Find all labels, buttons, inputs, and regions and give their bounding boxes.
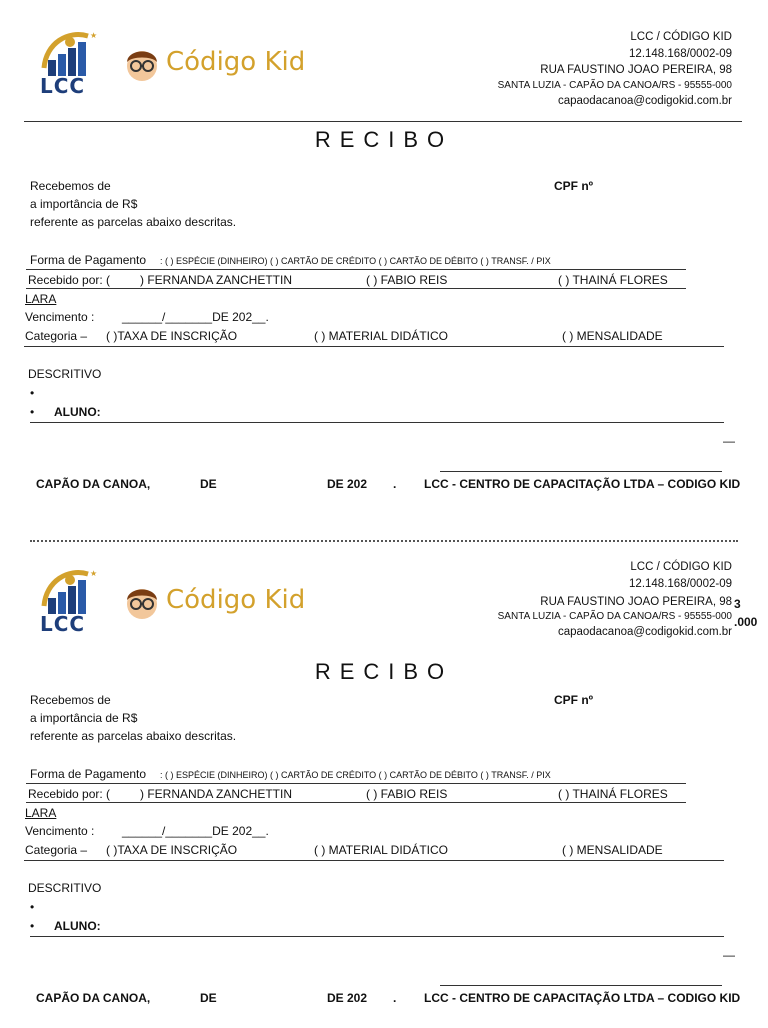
bullet-aluno: • xyxy=(30,919,35,933)
kid-face-icon xyxy=(122,44,162,84)
footer-de-1: DE xyxy=(200,477,217,491)
kid-face-icon xyxy=(122,582,162,622)
recebido-fernanda: ) FERNANDA ZANCHETTIN xyxy=(140,787,293,801)
recebido-lara: LARA xyxy=(25,292,57,306)
stray-dash: — xyxy=(723,434,735,448)
header-email: capaodacanoa@codigokid.com.br xyxy=(557,95,732,107)
lcc-logo-icon xyxy=(38,28,98,78)
importancia-label: a importância de R$ xyxy=(30,711,138,725)
forma-underline xyxy=(26,269,686,270)
recebemos-label: Recebemos de xyxy=(30,693,111,707)
header-cnpj: 12.148.168/0002-09 xyxy=(629,578,732,590)
lcc-logo-text: LCC xyxy=(40,612,86,636)
cpf-label: CPF nº xyxy=(554,693,594,707)
recebido-lara: LARA xyxy=(25,806,57,820)
categoria-underline xyxy=(24,346,724,347)
footer-company: LCC - CENTRO DE CAPACITAÇÃO LTDA – CODIGO KID xyxy=(424,991,741,1005)
footer-de-2: DE 202 xyxy=(327,991,368,1005)
forma-pagamento-options: : ( ) ESPÉCIE (DINHEIRO) ( ) CARTÃO DE CRÉDITO ( ) CARTÃO DE DÉBITO ( ) TRANSF. / PIX xyxy=(160,770,551,780)
footer-company: LCC - CENTRO DE CAPACITAÇÃO LTDA – CODIGO KID xyxy=(424,477,741,491)
forma-underline xyxy=(26,783,686,784)
receipt-title: RECIBO xyxy=(314,127,454,152)
aluno-label: ALUNO: xyxy=(54,405,101,419)
bullet-empty: • xyxy=(30,386,35,400)
footer-de-2: DE 202 xyxy=(327,477,368,491)
recebido-underline xyxy=(26,288,686,289)
categoria-material: ( ) MATERIAL DIDÁTICO xyxy=(314,329,449,343)
svg-text:★: ★ xyxy=(90,569,98,578)
cpf-label: CPF nº xyxy=(554,179,594,193)
bullet-empty: • xyxy=(30,900,35,914)
svg-text:★: ★ xyxy=(90,31,98,40)
recebido-label: Recebido por: ( xyxy=(28,787,111,801)
footer-city: CAPÃO DA CANOA, xyxy=(36,477,151,491)
signature-line xyxy=(440,985,722,986)
recebido-fabio: ( ) FABIO REIS xyxy=(366,273,448,287)
vencimento-label: Vencimento : xyxy=(25,310,95,324)
codigo-kid-logo-text: Código Kid xyxy=(166,47,306,77)
header-divider xyxy=(24,121,742,122)
importancia-label: a importância de R$ xyxy=(30,197,138,211)
referente-label: referente as parcelas abaixo descritas. xyxy=(30,729,237,743)
categoria-material: ( ) MATERIAL DIDÁTICO xyxy=(314,843,449,857)
overlap-fragment: .000 xyxy=(734,615,758,629)
categoria-label: Categoria – xyxy=(25,843,88,857)
overlap-mark: 3 xyxy=(734,597,741,611)
recebido-label: Recebido por: ( xyxy=(28,273,111,287)
footer-city: CAPÃO DA CANOA, xyxy=(36,991,151,1005)
recebido-thaina: ( ) THAINÁ FLORES xyxy=(558,787,668,801)
codigo-kid-logo-text: Código Kid xyxy=(166,585,306,615)
categoria-taxa: ( )TAXA DE INSCRIÇÃO xyxy=(106,329,238,343)
header-street: RUA FAUSTINO JOAO PEREIRA, 98 xyxy=(540,596,732,608)
lcc-logo xyxy=(38,28,98,96)
descritivo-label: DESCRITIVO xyxy=(28,367,102,381)
descritivo-label: DESCRITIVO xyxy=(28,881,102,895)
aluno-underline xyxy=(30,422,724,423)
forma-pagamento-label: Forma de Pagamento xyxy=(30,767,147,781)
bullet-aluno: • xyxy=(30,405,35,419)
footer-de-1: DE xyxy=(200,991,217,1005)
recebido-fabio: ( ) FABIO REIS xyxy=(366,787,448,801)
header-company: LCC / CÓDIGO KID xyxy=(630,31,732,43)
vencimento-value: ______/_______DE 202__. xyxy=(122,310,269,324)
lcc-logo xyxy=(38,566,98,634)
forma-pagamento-options: : ( ) ESPÉCIE (DINHEIRO) ( ) CARTÃO DE CRÉDITO ( ) CARTÃO DE DÉBITO ( ) TRANSF. / PIX xyxy=(160,256,551,266)
header-city: SANTA LUZIA - CAPÃO DA CANOA/RS - 95555-000 xyxy=(497,80,732,91)
lcc-logo-text: LCC xyxy=(40,74,86,98)
stray-dash: — xyxy=(723,948,735,962)
header-city: SANTA LUZIA - CAPÃO DA CANOA/RS - 95555-000 xyxy=(497,611,732,622)
categoria-mensalidade: ( ) MENSALIDADE xyxy=(562,329,663,343)
recebido-thaina: ( ) THAINÁ FLORES xyxy=(558,273,668,287)
recebido-underline xyxy=(26,802,686,803)
vencimento-label: Vencimento : xyxy=(25,824,95,838)
footer-dot: . xyxy=(393,991,397,1005)
forma-pagamento-label: Forma de Pagamento xyxy=(30,253,147,267)
recebemos-label: Recebemos de xyxy=(30,179,111,193)
lcc-logo-icon xyxy=(38,566,98,616)
signature-line xyxy=(440,471,722,472)
recebido-fernanda: ) FERNANDA ZANCHETTIN xyxy=(140,273,293,287)
header-cnpj: 12.148.168/0002-09 xyxy=(629,48,732,60)
footer-dot: . xyxy=(393,477,397,491)
header-email: capaodacanoa@codigokid.com.br xyxy=(557,626,732,638)
vencimento-value: ______/_______DE 202__. xyxy=(122,824,269,838)
categoria-label: Categoria – xyxy=(25,329,88,343)
receipt-title: RECIBO xyxy=(314,659,454,684)
aluno-underline xyxy=(30,936,724,937)
categoria-taxa: ( )TAXA DE INSCRIÇÃO xyxy=(106,843,238,857)
receipt-2 xyxy=(0,514,768,1028)
categoria-mensalidade: ( ) MENSALIDADE xyxy=(562,843,663,857)
aluno-label: ALUNO: xyxy=(54,919,101,933)
categoria-underline xyxy=(24,860,724,861)
referente-label: referente as parcelas abaixo descritas. xyxy=(30,215,237,229)
header-street: RUA FAUSTINO JOAO PEREIRA, 98 xyxy=(540,64,732,76)
header-company: LCC / CÓDIGO KID xyxy=(630,561,732,573)
